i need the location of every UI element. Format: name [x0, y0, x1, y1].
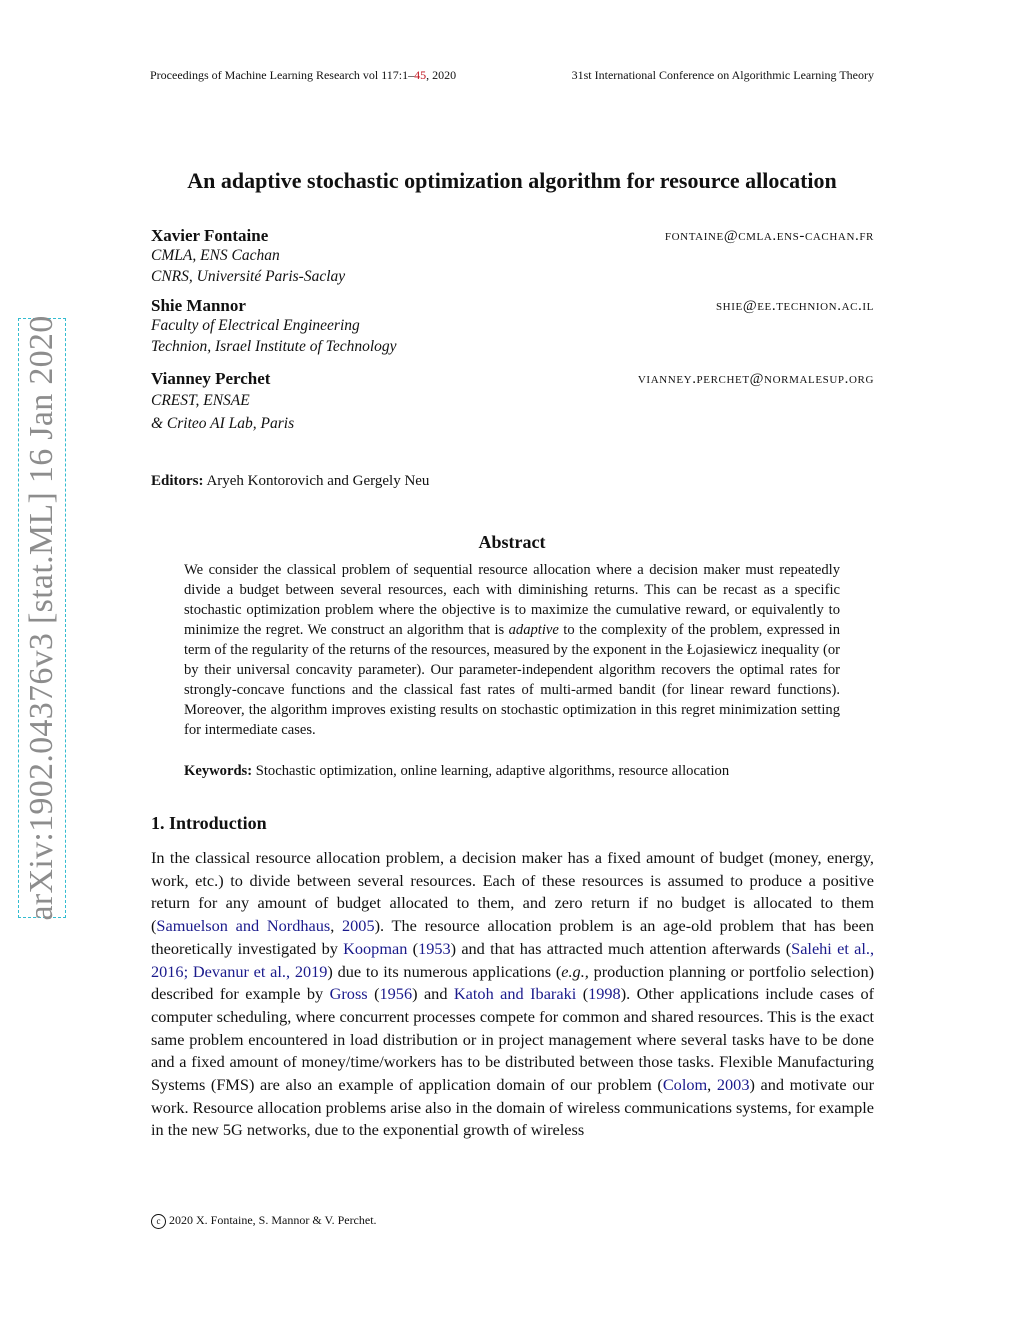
author-email[interactable]: vianney.perchet@normalesup.org	[637, 371, 874, 387]
citation-link[interactable]: Colom	[662, 1075, 708, 1095]
intro-paragraph: In the classical resource allocation problem, a decision maker has a fixed amount of budget (money, energy, work, etc.) to divide between several resources. Each of these resources is assumed to produce a positive return for any amount of budget allocated to them, and zero return if no budget is allocated to them (Samuelson and Nordhaus, 2005). The resource allocation problem is an age-old problem that has been theoretically investigated by Koopman (1953) and that has attracted much attention afterwards (Salehi et al., 2016; Devanur et al., 2019) due to its numerous applications (e.g., production planning or portfolio selection) described for example by Gross (1956) and Katoh and Ibaraki (1998). Other applications include cases of computer scheduling, where concurrent processes compete for common and shared resources. This is the exact same problem encountered in load distribution or in project management where several tasks have to be done and a fixed amount of money/time/workers has to be distributed between those tasks. Flexible Manufacturing Systems (FMS) are also an example of application domain of our problem (Colom, 2003) and motivate our work. Resource allocation problems arise also in the domain of wireless communications systems, for example in the new 5G networks, due to the exponential growth of wireless	[151, 848, 875, 1140]
proceedings-line: Proceedings of Machine Learning Research vol 117:1–45, 2020	[150, 68, 457, 82]
section-heading: 1. Introduction	[151, 813, 267, 833]
author-email[interactable]: shie@ee.technion.ac.il	[715, 298, 874, 314]
keywords-line	[184, 763, 840, 780]
author-name: Shie Mannor	[151, 296, 246, 315]
author-block	[151, 296, 874, 357]
arxiv-identifier: arXiv:1902.04376v3 [stat.ML] 16 Jan 2020	[23, 315, 60, 921]
author-name: Xavier Fontaine	[151, 226, 269, 245]
copyright-icon: c	[151, 1214, 166, 1229]
citation-link[interactable]: 2005	[342, 916, 375, 936]
copyright-footer	[151, 1213, 377, 1229]
citation-link[interactable]: 2003	[716, 1075, 750, 1095]
paper-title: An adaptive stochastic optimization algorithm for resource allocation	[187, 168, 837, 193]
abstract-text: We consider the classical problem of sequential resource allocation where a decision maker must repeatedly divide a budget between several resources, each with diminishing returns. This can be recast as a specific stochastic optimization problem where the objective is to maximize the cumulative reward, or equivalently to minimize the regret. We construct an algorithm that is adaptive to the complexity of the problem, expressed in term of the regularity of the returns of the resources, measured by the exponent in the Łojasiewicz inequality (or by their universal concavity parameter). Our parameter-independent algorithm recovers the optimal rates for strongly-concave functions and the classical fast rates of multi-armed bandit (for linear reward functions). Moreover, the algorithm improves existing results on stochastic optimization in this regret minimization setting for intermediate cases.	[184, 562, 841, 738]
citation-link[interactable]: Koopman	[343, 938, 408, 958]
citation-link[interactable]: Samuelson and Nordhaus	[156, 916, 331, 936]
author-block	[151, 226, 874, 287]
editors-label: Editors:	[151, 473, 204, 489]
author-email[interactable]: fontaine@cmla.ens-cachan.fr	[664, 228, 874, 244]
author-affiliation: CNRS, Université Paris-Saclay	[151, 267, 346, 285]
keywords-list: Stochastic optimization, online learning, adaptive algorithms, resource allocation	[255, 763, 730, 779]
author-affiliation: & Criteo AI Lab, Paris	[151, 414, 295, 432]
author-affiliation: CREST, ENSAE	[151, 392, 250, 409]
citation-link[interactable]: Gross	[329, 984, 368, 1004]
citation-link[interactable]: 1953	[418, 938, 451, 958]
keywords-label: Keywords:	[184, 763, 253, 779]
arxiv-stamp[interactable]	[18, 315, 66, 921]
citation-link[interactable]: Katoh and Ibaraki	[453, 984, 577, 1004]
abstract-heading: Abstract	[478, 532, 546, 552]
citation-link[interactable]: Salehi et al., 2016; Devanur et al., 2019	[151, 938, 875, 981]
copyright-text: 2020 X. Fontaine, S. Mannor & V. Perchet.	[169, 1213, 377, 1227]
author-affiliation: CMLA, ENS Cachan	[151, 247, 280, 264]
author-block	[151, 369, 874, 434]
editors-names: Aryeh Kontorovich and Gergely Neu	[206, 473, 430, 489]
citation-link[interactable]: 1998	[588, 984, 621, 1004]
page-range-link[interactable]: 45	[414, 68, 427, 82]
author-affiliation: Faculty of Electrical Engineering	[151, 317, 360, 334]
conference-name: 31st International Conference on Algorithmic Learning Theory	[571, 68, 874, 82]
citation-link[interactable]: 1956	[379, 984, 413, 1004]
author-affiliation: Technion, Israel Institute of Technology	[151, 337, 397, 355]
editors-line	[151, 473, 429, 490]
author-name: Vianney Perchet	[151, 369, 271, 388]
